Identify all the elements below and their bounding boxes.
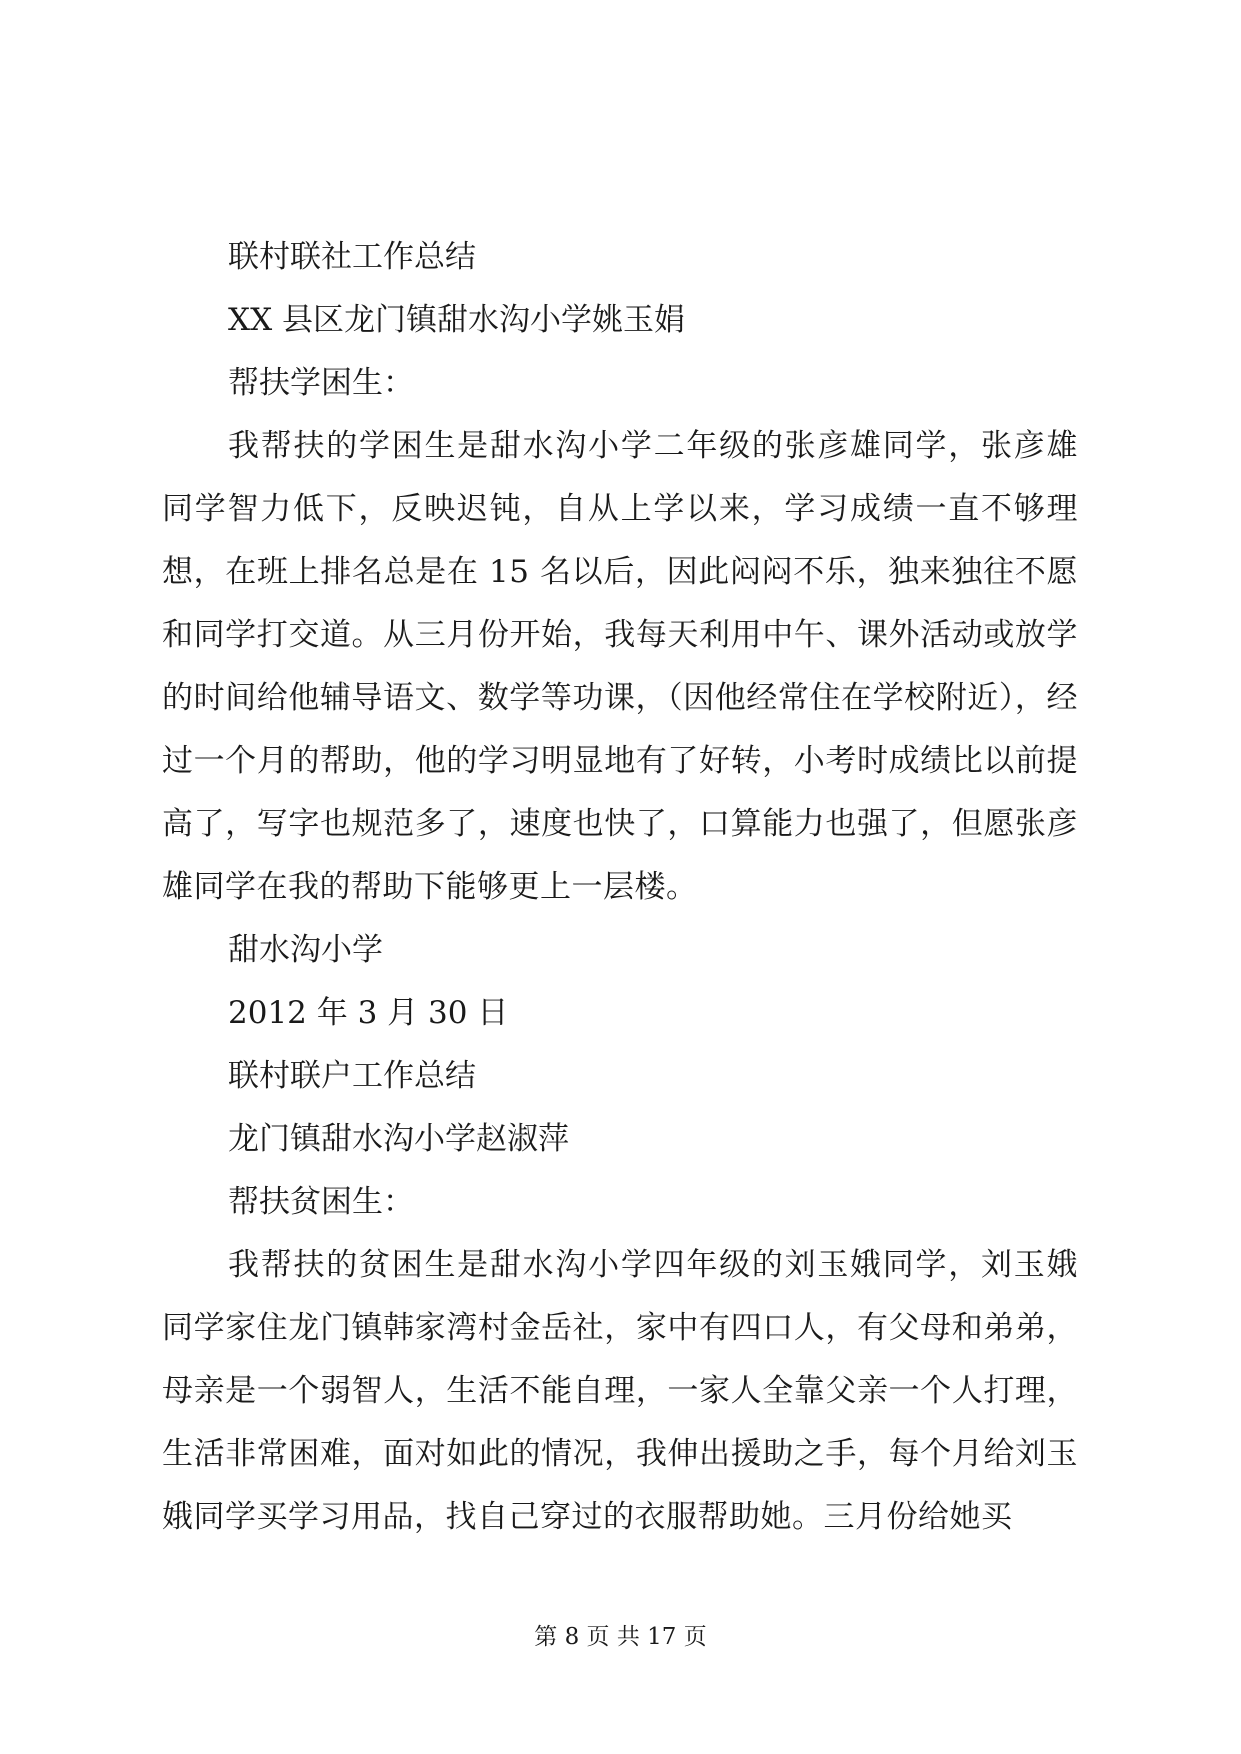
- document-body: [162, 226, 1078, 1549]
- section1-school: 甜水沟小学: [228, 932, 383, 968]
- section2-heading: 帮扶贫困生：: [228, 1184, 414, 1220]
- section2-author: 龙门镇甜水沟小学赵淑萍: [228, 1121, 569, 1157]
- section2-title: 联村联户工作总结: [228, 1058, 476, 1094]
- section1-paragraph: 我帮扶的学困生是甜水沟小学二年级的张彦雄同学，张彦雄同学智力低下，反映迟钝，自从上学以来，学习成绩一直不够理想，在班上排名总是在 15 名以后，因此闷闷不乐，独来独往不愿和同学打交道。从三月份开始，我每天利用中午、课外活动或放学的时间给他辅导语文、数学等功课，（因他经常住在学校附近），经过一个月的帮助，他的学习明显地有了好转，小考时成绩比以前提高了，写字也规范多了，速度也快了，口算能力也强了，但愿张彦雄同学在我的帮助下能够更上一层楼。: [162, 428, 1078, 905]
- section1-author: XX 县区龙门镇甜水沟小学姚玉娟: [228, 302, 685, 338]
- section1-heading: 帮扶学困生：: [228, 365, 414, 401]
- page-footer: 第 8 页 共 17 页: [534, 1624, 707, 1650]
- section1-title: 联村联社工作总结: [228, 239, 476, 275]
- section1-date: 2012 年 3 月 30 日: [228, 995, 509, 1031]
- section2-paragraph: 我帮扶的贫困生是甜水沟小学四年级的刘玉娥同学，刘玉娥同学家住龙门镇韩家湾村金岳社，家中有四口人，有父母和弟弟，母亲是一个弱智人，生活不能自理，一家人全靠父亲一个人打理，生活非常困难，面对如此的情况，我伸出援助之手，每个月给刘玉娥同学买学习用品，找自己穿过的衣服帮助她。三月份给她买: [162, 1247, 1078, 1535]
